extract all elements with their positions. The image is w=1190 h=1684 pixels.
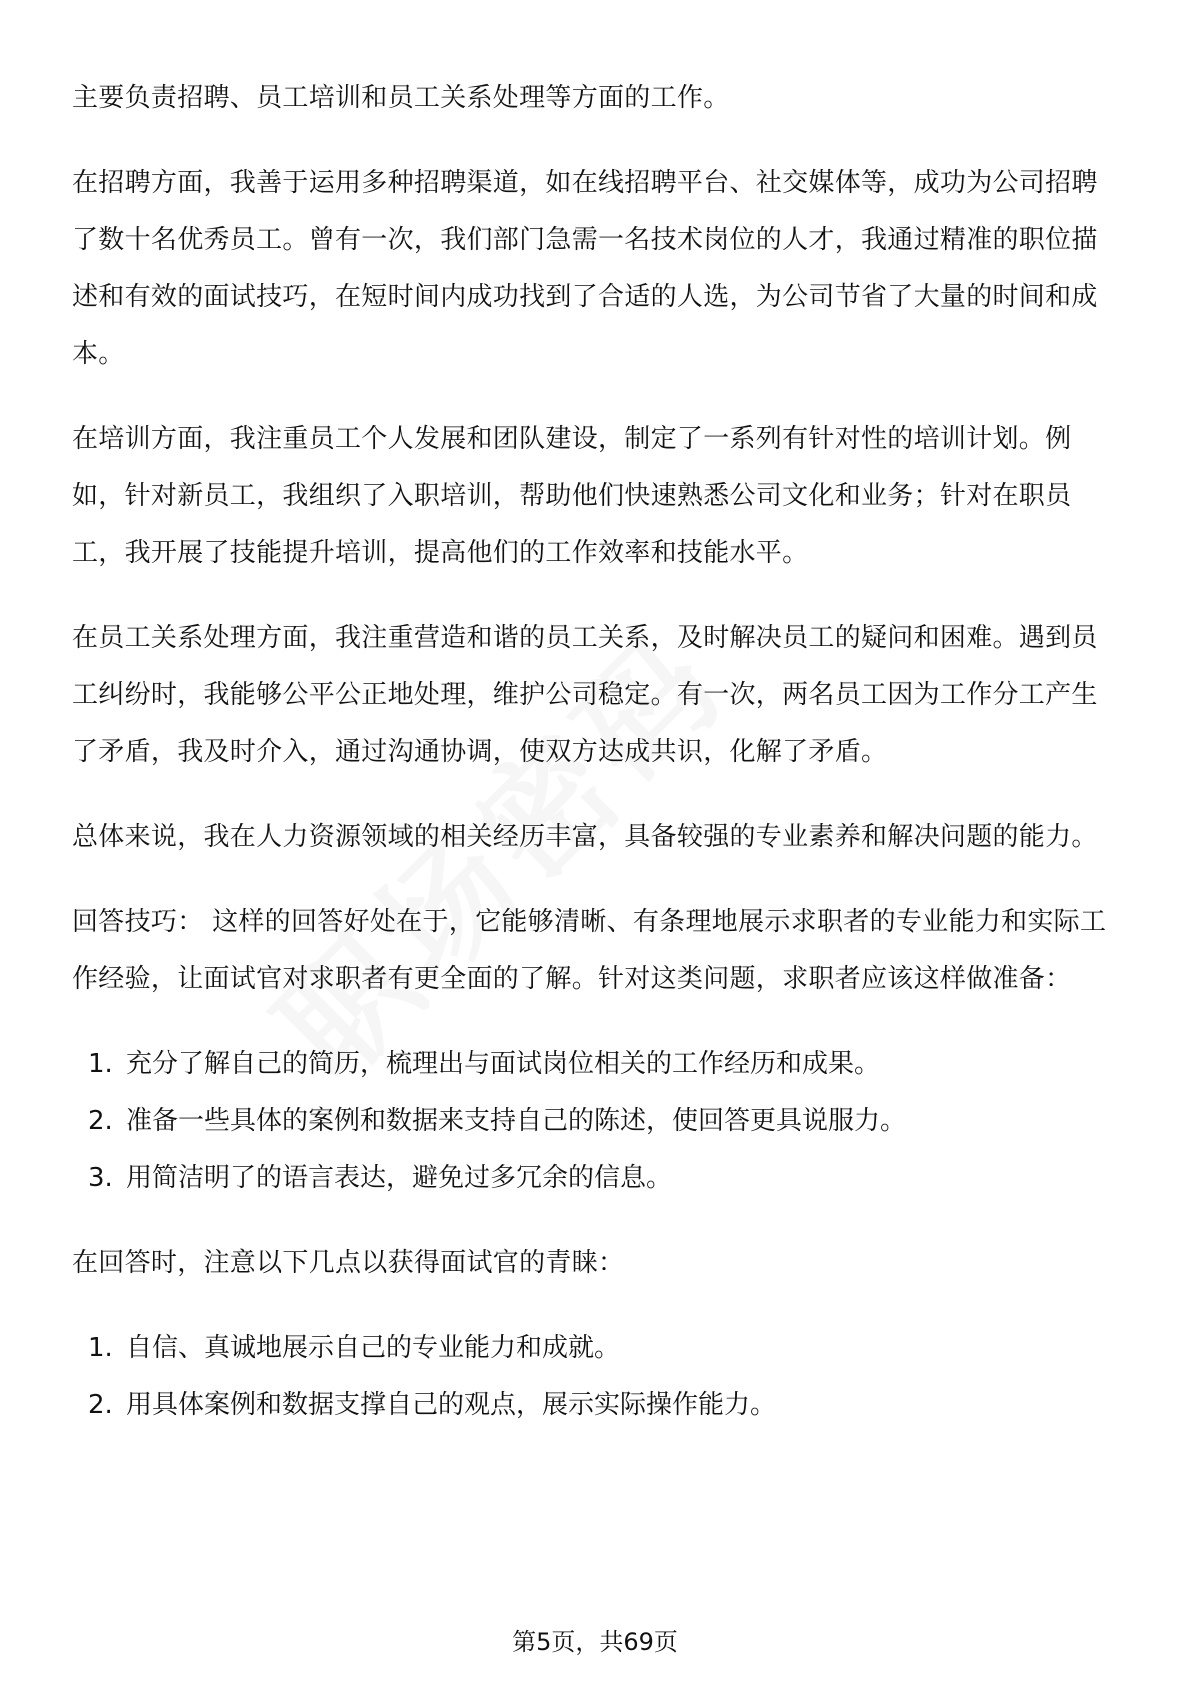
paragraph-answer-tips: 回答技巧： 这样的回答好处在于，它能够清晰、有条理地展示求职者的专业能力和实际工作经验，让面试官对求职者有更全面的了解。针对这类问题，求职者应该这样做准备： xyxy=(72,907,1107,994)
list-item xyxy=(72,1320,1122,1377)
list-text: 用简洁明了的语言表达，避免过多冗余的信息。 xyxy=(126,1163,673,1193)
list-number: 2. xyxy=(88,1390,113,1420)
paragraph-employee-relations: 在员工关系处理方面，我注重营造和谐的员工关系，及时解决员工的疑问和困难。遇到员工纠纷时，我能够公平公正地处理，维护公司稳定。有一次，两名员工因为工作分工产生了矛盾，我及时介入，通过沟通协调，使双方达成共识，化解了矛盾。 xyxy=(72,623,1098,767)
list-number: 1. xyxy=(88,1333,113,1363)
preparation-list xyxy=(72,1036,1122,1207)
list-text: 用具体案例和数据支撑自己的观点，展示实际操作能力。 xyxy=(126,1390,777,1420)
paragraph-answer-notes: 在回答时，注意以下几点以获得面试官的青睐： xyxy=(72,1248,625,1278)
notes-list xyxy=(72,1320,1122,1434)
paragraph-intro: 主要负责招聘、员工培训和员工关系处理等方面的工作。 xyxy=(72,83,730,113)
paragraph-training: 在培训方面，我注重员工个人发展和团队建设，制定了一系列有针对性的培训计划。例如，针对新员工，我组织了入职培训，帮助他们快速熟悉公司文化和业务；针对在职员工，我开展了技能提升培训，提高他们的工作效率和技能水平。 xyxy=(72,424,1072,568)
list-item xyxy=(72,1377,1122,1434)
paragraph-summary: 总体来说，我在人力资源领域的相关经历丰富，具备较强的专业素养和解决问题的能力。 xyxy=(72,822,1098,852)
list-text: 自信、真诚地展示自己的专业能力和成就。 xyxy=(126,1333,621,1363)
list-item xyxy=(72,1036,1122,1093)
paragraph-recruitment: 在招聘方面，我善于运用多种招聘渠道，如在线招聘平台、社交媒体等，成功为公司招聘了数十名优秀员工。曾有一次，我们部门急需一名技术岗位的人才，我通过精准的职位描述和有效的面试技巧，在短时间内成功找到了合适的人选，为公司节省了大量的时间和成本。 xyxy=(72,168,1098,369)
document-body xyxy=(72,70,1122,1462)
list-text: 准备一些具体的案例和数据来支持自己的陈述，使回答更具说服力。 xyxy=(126,1106,907,1136)
list-number: 2. xyxy=(88,1106,113,1136)
list-item xyxy=(72,1150,1122,1207)
list-text: 充分了解自己的简历，梳理出与面试岗位相关的工作经历和成果。 xyxy=(126,1049,881,1079)
list-number: 1. xyxy=(88,1049,113,1079)
list-item xyxy=(72,1093,1122,1150)
list-number: 3. xyxy=(88,1163,113,1193)
page-footer: 第5页，共69页 xyxy=(512,1628,678,1656)
